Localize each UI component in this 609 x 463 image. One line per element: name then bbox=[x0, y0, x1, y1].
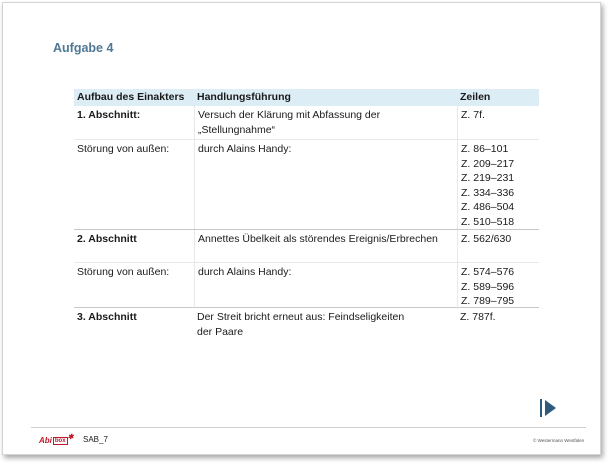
column-header-structure: Aufbau des Einakters bbox=[77, 91, 185, 103]
structure-cell: 2. Abschnitt bbox=[77, 233, 137, 245]
lines-cell bbox=[457, 263, 539, 309]
structure-cell: 3. Abschnitt bbox=[77, 311, 137, 323]
slide bbox=[2, 2, 601, 455]
table-row bbox=[74, 263, 539, 307]
line-ref: Z. 7f. bbox=[461, 109, 485, 121]
structure-table bbox=[74, 89, 539, 342]
structure-cell: Störung von außen: bbox=[77, 143, 170, 155]
plot-cell bbox=[194, 106, 457, 139]
line-ref: Z. 789–795 bbox=[461, 295, 515, 307]
slide-code: SAB_7 bbox=[83, 435, 108, 444]
plot-text: der Paare bbox=[197, 325, 244, 338]
logo-box: box bbox=[54, 438, 66, 444]
line-ref: Z. 562/630 bbox=[461, 233, 512, 245]
line-ref: Z. 574–576 bbox=[461, 266, 515, 278]
table-header-row bbox=[74, 89, 539, 106]
line-ref: Z. 510–518 bbox=[461, 215, 515, 228]
structure-cell: 1. Abschnitt: bbox=[77, 109, 141, 121]
lines-cell bbox=[457, 140, 539, 229]
plot-cell bbox=[194, 140, 457, 229]
publisher-logo bbox=[39, 433, 73, 445]
line-ref: Z. 219–231 bbox=[461, 172, 515, 184]
line-ref: Z. 589–596 bbox=[461, 280, 515, 293]
lines-cell bbox=[457, 106, 539, 139]
table-row bbox=[74, 230, 539, 262]
next-arrow-triangle bbox=[545, 400, 556, 416]
plot-text: Versuch der Klärung mit Abfassung der bbox=[198, 109, 381, 121]
line-ref: Z. 787f. bbox=[460, 311, 496, 323]
plot-text: durch Alains Handy: bbox=[198, 143, 292, 155]
line-ref: Z. 486–504 bbox=[461, 201, 515, 213]
plot-cell bbox=[194, 263, 457, 309]
plot-text: Der Streit bricht erneut aus: Feindseligkeiten bbox=[197, 311, 405, 323]
plot-text: durch Alains Handy: bbox=[198, 266, 292, 278]
lines-cell bbox=[457, 308, 539, 342]
plot-cell bbox=[194, 230, 457, 262]
plot-text: „Stellungnahme“ bbox=[198, 123, 276, 136]
column-header-lines: Zeilen bbox=[460, 91, 491, 103]
next-arrow-bar bbox=[540, 399, 542, 417]
copyright-text: © Westermann Westfalen bbox=[533, 438, 585, 443]
slide-title: Aufgabe 4 bbox=[53, 41, 114, 55]
structure-cell: Störung von außen: bbox=[77, 266, 170, 278]
plot-cell bbox=[194, 308, 457, 342]
table-row bbox=[74, 106, 539, 139]
plot-text: Annettes Übelkeit als störendes Ereignis/Erbrechen bbox=[198, 233, 438, 245]
column-header-plot: Handlungsführung bbox=[197, 91, 291, 103]
table-row bbox=[74, 308, 539, 342]
logo-text: Abi bbox=[39, 436, 52, 445]
table-row bbox=[74, 140, 539, 229]
line-ref: Z. 86–101 bbox=[461, 143, 509, 155]
footer-divider bbox=[31, 427, 586, 428]
line-ref: Z. 209–217 bbox=[461, 157, 515, 170]
logo-star-icon: ✱ bbox=[67, 434, 74, 441]
lines-cell bbox=[457, 230, 539, 262]
next-arrow-icon[interactable] bbox=[540, 399, 560, 417]
line-ref: Z. 334–336 bbox=[461, 186, 515, 199]
